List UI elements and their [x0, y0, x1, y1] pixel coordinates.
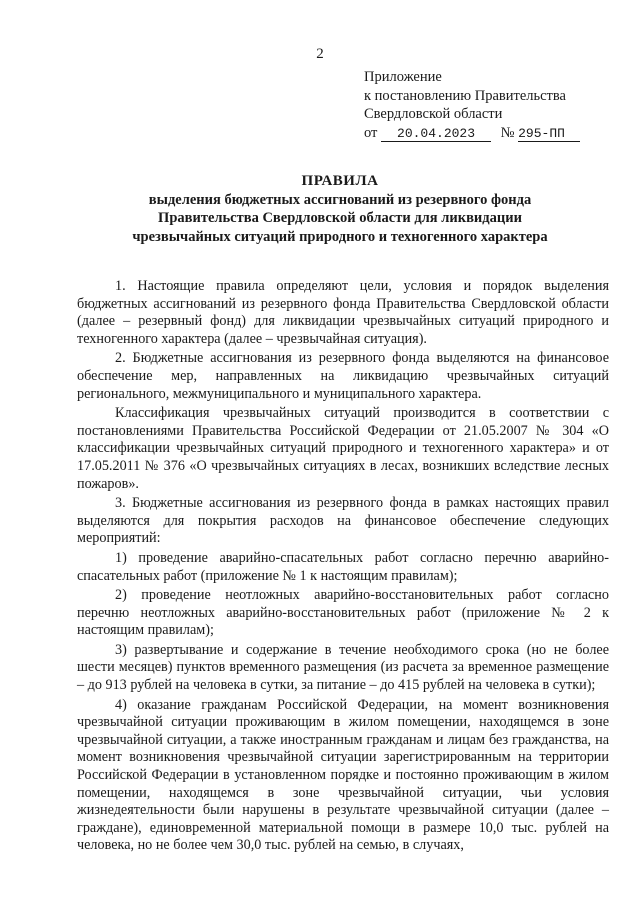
number-prefix: №: [500, 124, 515, 141]
decree-number: 295-ПП: [518, 127, 580, 142]
paragraph-classification: Классификация чрезвычайных ситуаций производится в соответствии с постановлениями Правительства Российской Федерации от 21.05.2007 № 304 «О классификации чрезвычайных ситуаций природного и техногенного характера» и от 17.05.2011 № 376 «О чрезвычайных ситуациях в лесах, возникших вследствие лесных пожаров».: [77, 405, 609, 492]
appendix-block: [364, 68, 580, 142]
list-item-1: 1) проведение аварийно-спасательных работ согласно перечню аварийно-спасательных работ (приложение № 1 к настоящим правилам);: [77, 549, 609, 584]
decree-date: 20.04.2023: [381, 127, 491, 142]
paragraph-3: 3. Бюджетные ассигнования из резервного фонда в рамках настоящих правил выделяются для покрытия расходов на финансовое обеспечение следующих мероприятий:: [77, 495, 609, 547]
list-item-3: 3) развертывание и содержание в течение необходимого срока (но не более шести месяцев) пунктов временного размещения (из расчета за временное размещение – до 913 рублей на человека в сутки, за питание – до 415 рублей на человека в сутки);: [77, 641, 609, 694]
date-prefix: от: [364, 124, 378, 141]
document-title: [60, 172, 620, 246]
list-item-4: 4) оказание гражданам Российской Федерации, на момент возникновения чрезвычайной ситуации проживающим в жилом помещении, находящемся в зоне чрезвычайной ситуации, а также иностранным гражданам и лицам без гражданства, на момент возникновения чрезвычайной ситуации зарегистрированным на территории Российской Федерации в установленном порядке и постоянно проживающим в жилом помещении, находящемся в зоне чрезвычайной ситуации, чьи условия жизнедеятельности были нарушены в результате чрезвычайной ситуации (далее – граждане), единовременной материальной помощи в размере 10,0 тыс. рублей на человека, но не более чем 30,0 тыс. рублей на семью, в случаях,: [77, 696, 609, 854]
title-line-1: выделения бюджетных ассигнований из резервного фонда: [148, 191, 532, 208]
page-number: 2: [316, 46, 324, 62]
title-line-3: чрезвычайных ситуаций природного и техногенного характера: [132, 228, 548, 245]
document-body: [77, 278, 609, 855]
paragraph-2: 2. Бюджетные ассигнования из резервного фонда выделяются на финансовое обеспечение мер, направленных на ликвидацию чрезвычайных ситуаций регионального, межмуниципального и муниципального характера.: [77, 350, 609, 402]
title-line-2: Правительства Свердловской области для ликвидации: [158, 210, 522, 226]
title-main: ПРАВИЛА: [301, 173, 379, 189]
appendix-date-line: [364, 124, 580, 143]
appendix-line-3: Свердловской области: [364, 106, 503, 122]
paragraph-1: 1. Настоящие правила определяют цели, условия и порядок выделения бюджетных ассигнований из резервного фонда Правительства Свердловской области (далее – резервный фонд) для ликвидации чрезвычайных ситуаций природного и техногенного характера (далее – чрезвычайная ситуация).: [77, 278, 609, 347]
appendix-line-1: Приложение: [364, 69, 442, 85]
list-item-2: 2) проведение неотложных аварийно-восстановительных работ согласно перечню неотложных аварийно-восстановительных работ (приложение № 2 к настоящим правилам);: [77, 587, 609, 639]
appendix-line-2: к постановлению Правительства: [364, 87, 566, 104]
